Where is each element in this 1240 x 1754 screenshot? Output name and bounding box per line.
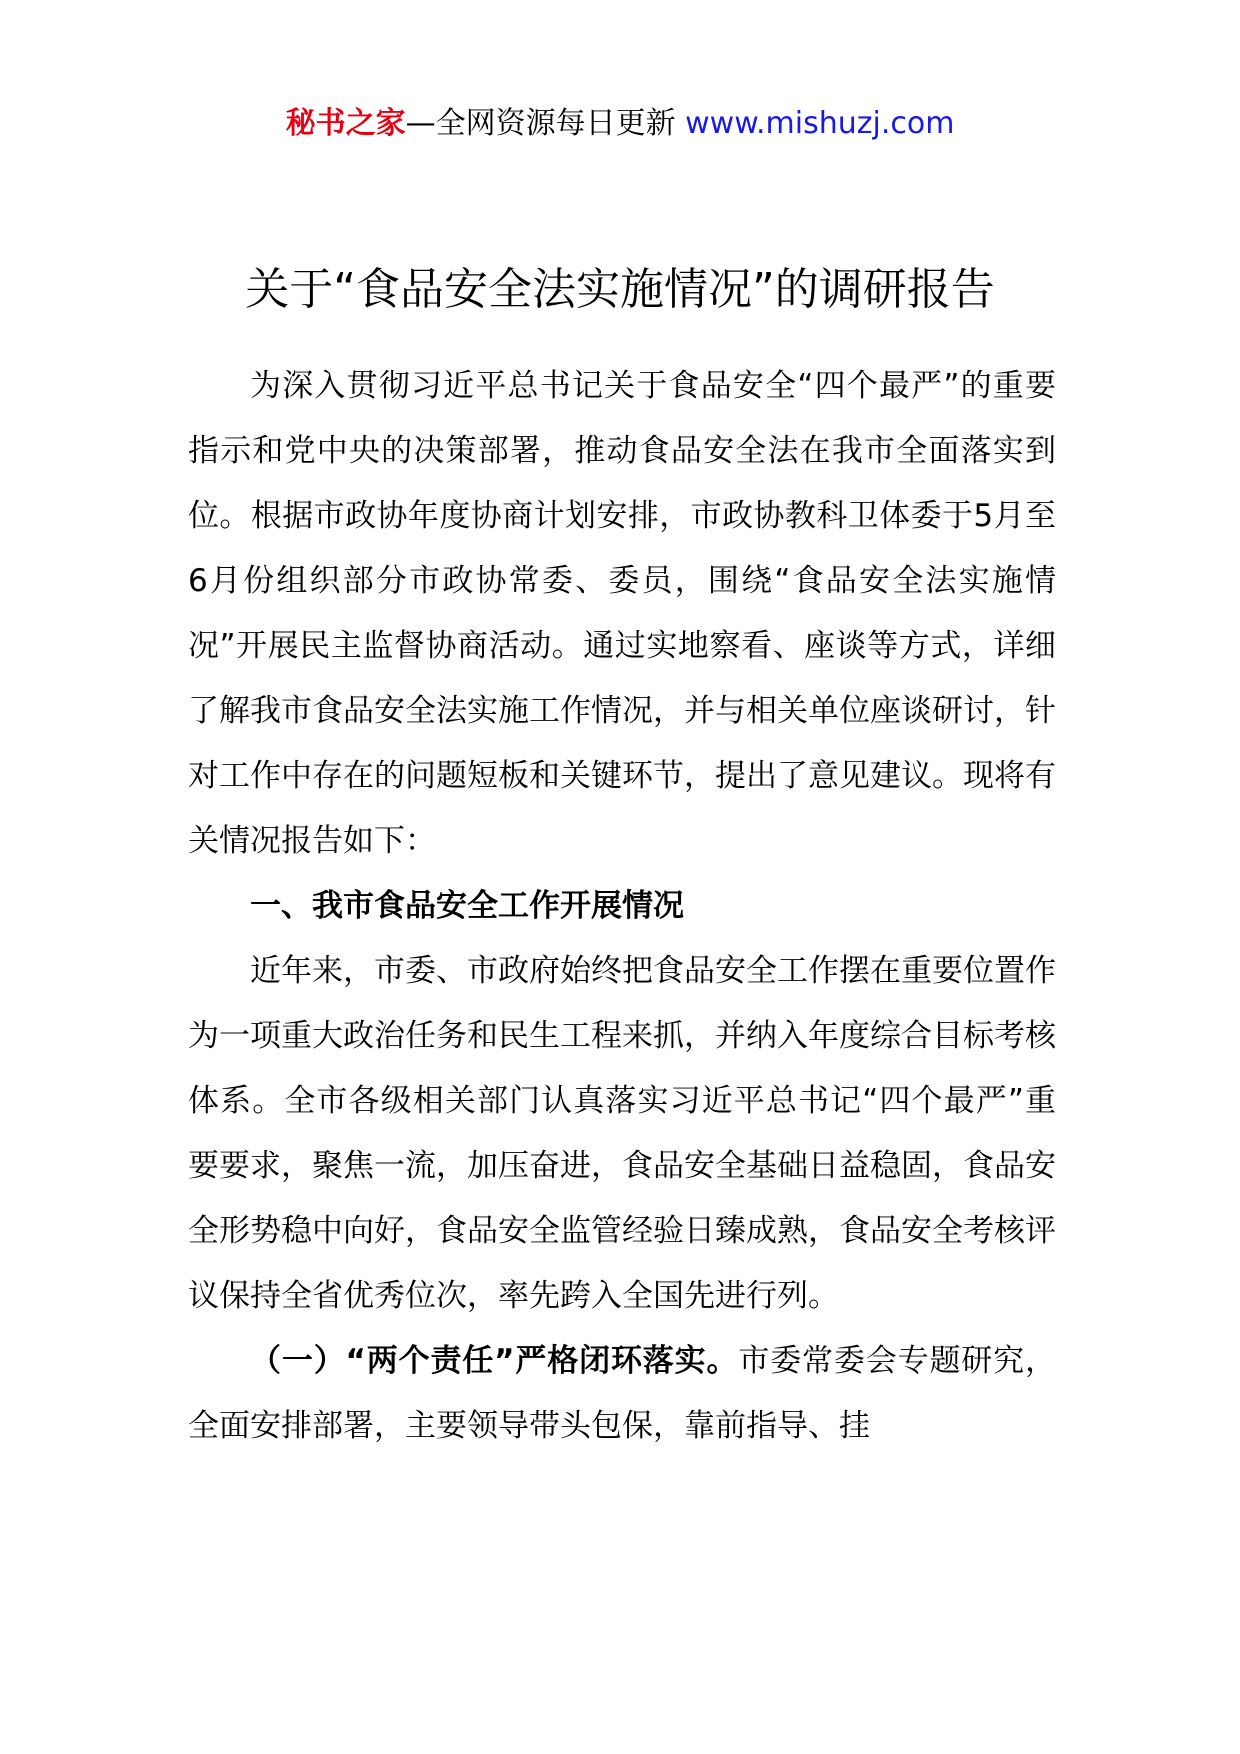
brand-name: 秘书之家 xyxy=(285,106,406,141)
subsection-lead: （一）“两个责任”严格闭环落实。 xyxy=(250,1343,739,1379)
site-url-link[interactable]: www.mishuzj.com xyxy=(685,106,955,141)
document-body xyxy=(188,354,1056,1459)
section-paragraph: 近年来，市委、市政府始终把食品安全工作摆在重要位置作为一项重大政治任务和民生工程来抓，并纳入年度综合目标考核体系。全市各级相关部门认真落实习近平总书记“四个最严”重要要求，聚焦一流，加压奋进，食品安全基础日益稳固，食品安全形势稳中向好，食品安全监管经验日臻成熟，食品安全考核评议保持全省优秀位次，率先跨入全国先进行列。 xyxy=(188,953,1056,1314)
subsection-text: 市委常委会专题研究，全面安排部署，主要领导带头包保，靠前指导、挂 xyxy=(188,1343,1057,1444)
header-slogan: —全网资源每日更新 xyxy=(405,106,676,141)
document-title: 关于“食品安全法实施情况”的调研报告 xyxy=(245,264,995,315)
intro-paragraph: 为深入贯彻习近平总书记关于食品安全“四个最严”的重要指示和党中央的决策部署，推动食品安全法在我市全面落实到位。根据市政协年度协商计划安排，市政协教科卫体委于5月至6月份组织部分市政协常委、委员，围绕“食品安全法实施情况”开展民主监督协商活动。通过实地察看、座谈等方式，详细了解我市食品安全法实施工作情况，并与相关单位座谈研讨，针对工作中存在的问题短板和关键环节，提出了意见建议。现将有关情况报告如下： xyxy=(188,368,1056,859)
section-heading: 一、我市食品安全工作开展情况 xyxy=(250,888,684,924)
subsection-paragraph xyxy=(188,1329,1056,1459)
site-header xyxy=(0,100,1240,148)
